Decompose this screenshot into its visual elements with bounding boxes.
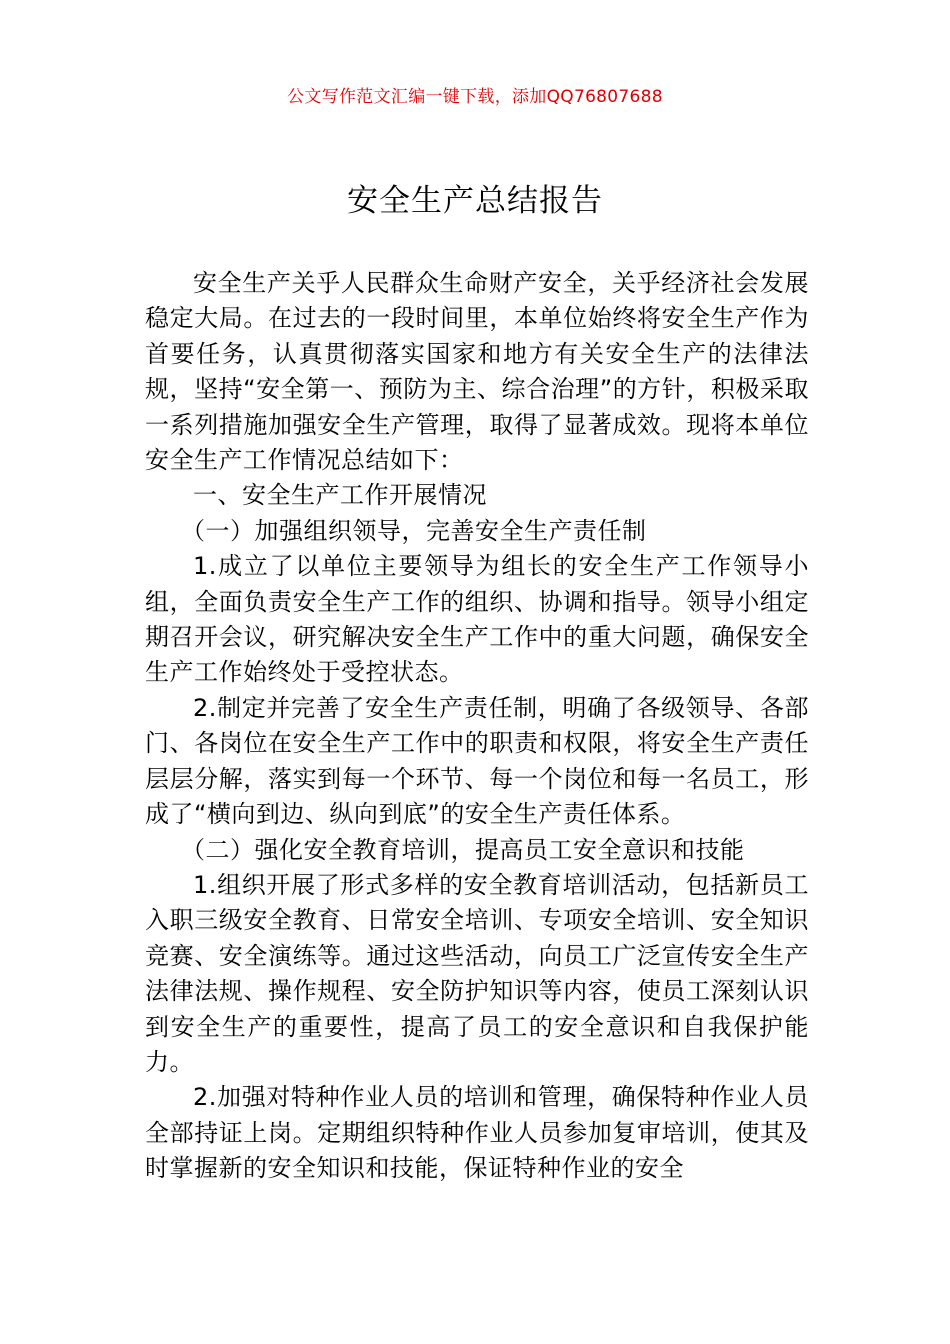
subsection-heading-2: （二）强化安全教育培训，提高员工安全意识和技能: [181, 835, 745, 864]
paragraph-1-2: 2.制定并完善了安全生产责任制，明确了各级领导、各部门、各岗位在安全生产工作中的职责和权限，将安全生产责任层层分解，落实到每一个环节、每一个岗位和每一名员工，形成了“横向到边、纵向到底”的安全生产责任体系。: [145, 693, 809, 829]
download-notice: 公文写作范文汇编一键下载，添加QQ76807688: [287, 87, 663, 107]
document-title: 安全生产总结报告: [347, 183, 603, 219]
document-body: [145, 266, 809, 1187]
paragraph-1-1: 1.成立了以单位主要领导为组长的安全生产工作领导小组，全面负责安全生产工作的组织、协调和指导。领导小组定期召开会议，研究解决安全生产工作中的重大问题，确保安全生产工作始终处于受控状态。: [145, 552, 809, 687]
paragraph-2-2: 2.加强对特种作业人员的培训和管理，确保特种作业人员全部持证上岗。定期组织特种作业人员参加复审培训，使其及时掌握新的安全知识和技能，保证特种作业的安全: [145, 1083, 809, 1183]
subsection-heading-1: （一）加强组织领导，完善安全生产责任制: [181, 516, 647, 545]
intro-paragraph: 安全生产关乎人民群众生命财产安全，关乎经济社会发展稳定大局。在过去的一段时间里，本单位始终将安全生产作为首要任务，认真贯彻落实国家和地方有关安全生产的法律法规，坚持“安全第一、预防为主、综合治理”的方针，积极采取一系列措施加强安全生产管理，取得了显著成效。现将本单位安全生产工作情况总结如下：: [145, 269, 809, 475]
section-heading-1: 一、安全生产工作开展情况: [193, 481, 487, 510]
paragraph-2-1: 1.组织开展了形式多样的安全教育培训活动，包括新员工入职三级安全教育、日常安全培训、专项安全培训、安全知识竞赛、安全演练等。通过这些活动，向员工广泛宣传安全生产法律法规、操作规程、安全防护知识等内容，使员工深刻认识到安全生产的重要性，提高了员工的安全意识和自我保护能力。: [145, 870, 809, 1076]
